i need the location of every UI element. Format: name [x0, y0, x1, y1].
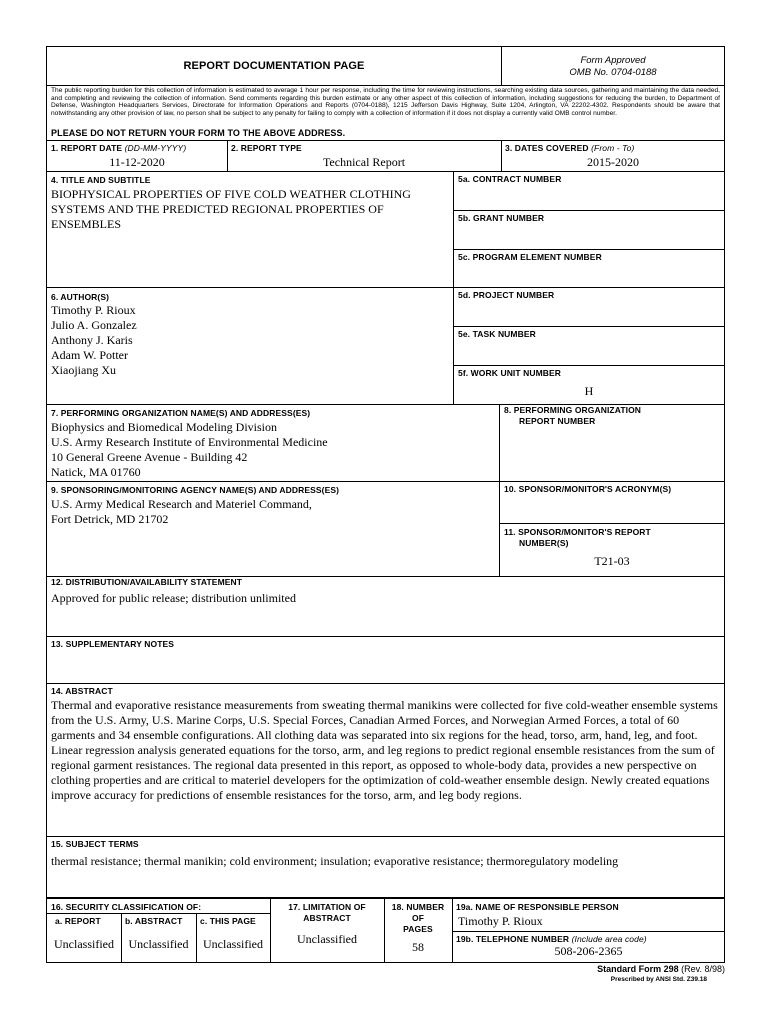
sec-abstract-label: b. ABSTRACT: [125, 916, 183, 926]
sec-page-value: Unclassified: [203, 937, 263, 951]
authors-label: 6. AUTHOR(S): [51, 292, 110, 302]
sec-page-label: c. THIS PAGE: [200, 916, 256, 926]
address-line: U.S. Army Medical Research and Materiel Command,: [51, 497, 312, 511]
form-revision: (Rev. 8/98): [681, 964, 725, 974]
responsible-person-label: 19a. NAME OF RESPONSIBLE PERSON: [456, 902, 619, 912]
work-unit-number: H: [584, 384, 594, 398]
responsible-person: Timothy P. Rioux: [458, 914, 543, 928]
author-name: Julio A. Gonzalez: [51, 318, 137, 332]
address-line: Natick, MA 01760: [51, 465, 141, 479]
supplementary-notes-label: 13. SUPPLEMENTARY NOTES: [51, 639, 175, 649]
report-title-line: BIOPHYSICAL PROPERTIES OF FIVE COLD WEATHER CLOTHING: [51, 187, 411, 201]
sponsor-acronym-label: 10. SPONSOR/MONITOR'S ACRONYM(S): [504, 484, 672, 494]
dates-covered: 2015-2020: [587, 155, 639, 169]
sec-abstract-value: Unclassified: [128, 937, 189, 951]
limitation-value: Unclassified: [297, 932, 357, 946]
abstract-text: Thermal and evaporative resistance measurements from sweating thermal manikins were collected for five cold-weather ensemble systems from the U.S. Army, U.S. Marine Corps, U.S. Special Forces, Canadian Armed Forces, and Norwegian Armed Forces, a total of 60 garments and 34 ensemble configurations. All clothing data was separated into six regions for the head, torso, arm, hand, leg, and foot. Linear regression analysis generated equations for the torso, arm, and leg regions to predict regional ensemble resistances from the sum of regional garment resistances. The regional data presented in this report, as opposed to whole-body data, provides a new perspective on clothing properties and are critical to materiel developers for the optimization of cold-weather ensemble design. Newly created equations improve accuracy for predictions of ensemble resistances for the torso, arm, and leg body regions.: [51, 698, 718, 802]
performing-report-number-label: 8. PERFORMING ORGANIZATION REPORT NUMBER: [504, 405, 642, 426]
title-label: 4. TITLE AND SUBTITLE: [51, 175, 151, 185]
sponsor-report-number-label: 11. SPONSOR/MONITOR'S REPORT NUMBER(S): [504, 527, 651, 548]
sponsoring-agency-label: 9. SPONSORING/MONITORING AGENCY NAME(S) AND ADDRESS(ES): [51, 485, 340, 495]
author-name: Adam W. Potter: [51, 348, 128, 362]
security-classification-label: 16. SECURITY CLASSIFICATION OF:: [51, 902, 202, 912]
omb-number: OMB No. 0704-0188: [569, 67, 657, 78]
report-date: 11-12-2020: [109, 155, 165, 169]
dates-covered-label: 3. DATES COVERED (From - To): [505, 143, 635, 153]
standard-form-footer: [560, 964, 725, 983]
author-name: Xiaojiang Xu: [51, 363, 116, 377]
report-title-line: SYSTEMS AND THE PREDICTED REGIONAL PROPERTIES OF: [51, 202, 384, 216]
address-line: 10 General Greene Avenue - Building 42: [51, 450, 248, 464]
grant-number-label: 5b. GRANT NUMBER: [458, 213, 545, 223]
report-documentation-form: [46, 46, 725, 898]
project-number-label: 5d. PROJECT NUMBER: [458, 290, 555, 300]
do-not-return-notice: PLEASE DO NOT RETURN YOUR FORM TO THE ABOVE ADDRESS.: [51, 128, 346, 138]
subject-terms-label: 15. SUBJECT TERMS: [51, 839, 139, 849]
form-approved-line: Form Approved: [580, 55, 646, 66]
address-line: U.S. Army Research Institute of Environmental Medicine: [51, 435, 328, 449]
performing-org-address: [51, 420, 328, 480]
program-element-label: 5c. PROGRAM ELEMENT NUMBER: [458, 252, 602, 262]
distribution-statement: Approved for public release; distribution unlimited: [51, 591, 296, 605]
task-number-label: 5e. TASK NUMBER: [458, 329, 536, 339]
distribution-label: 12. DISTRIBUTION/AVAILABILITY STATEMENT: [51, 577, 243, 587]
author-name: Anthony J. Karis: [51, 333, 133, 347]
author-name: Timothy P. Rioux: [51, 303, 136, 317]
subject-terms: thermal resistance; thermal manikin; cold environment; insulation; evaporative resistance; thermoregulatory modeling: [51, 854, 619, 868]
form-title: REPORT DOCUMENTATION PAGE: [183, 60, 365, 72]
sec-report-value: Unclassified: [54, 937, 114, 951]
report-type: Technical Report: [322, 155, 406, 169]
number-of-pages-label: 18. NUMBER OF PAGES: [391, 902, 445, 934]
report-title: [51, 187, 451, 232]
bottom-blocks: [46, 897, 725, 963]
report-date-label: 1. REPORT DATE (DD-MM-YYYY): [51, 143, 187, 153]
abstract-label: 14. ABSTRACT: [51, 686, 113, 696]
limitation-label: 17. LIMITATION OF ABSTRACT: [288, 902, 366, 923]
telephone-number: 508-206-2365: [554, 944, 623, 958]
report-type-label: 2. REPORT TYPE: [231, 143, 302, 153]
form-approved: [502, 55, 724, 79]
prescribed-by: Prescribed by ANSI Std. Z39.18: [610, 976, 707, 983]
authors-list: [51, 303, 137, 378]
contract-number-label: 5a. CONTRACT NUMBER: [458, 174, 562, 184]
work-unit-label: 5f. WORK UNIT NUMBER: [458, 368, 562, 378]
sponsoring-agency-address: [51, 497, 312, 527]
report-title-line: ENSEMBLES: [51, 217, 122, 231]
telephone-label: 19b. TELEPHONE NUMBER (Include area code): [456, 934, 647, 944]
number-of-pages: 58: [412, 940, 424, 954]
form-name: Standard Form 298: [597, 964, 679, 974]
sec-report-label: a. REPORT: [55, 916, 101, 926]
burden-notice: The public reporting burden for this collection of information is estimated to average 1 hour per response, including the time for reviewing instructions, searching existing data sources, gathering and maintaining the data needed, and completing and reviewing the collection of information. Send comments regarding this burden estimate or any other aspect of this collection of information, including suggestions for reducing the burden, to Department of Defense, Washington Headquarters Services, Directorate for Information Operations and Reports (0704-0188), 1215 Jefferson Davis Highway, Suite 1204, Arlington, VA 22202-4302. Respondents should be aware that notwithstanding any other provision of law, no person shall be subject to any penalty for failing to comply with a collection of information if it does not display a currently valid OMB control number.: [51, 87, 720, 117]
address-line: Fort Detrick, MD 21702: [51, 512, 169, 526]
sponsor-report-number: T21-03: [594, 554, 630, 568]
performing-org-label: 7. PERFORMING ORGANIZATION NAME(S) AND ADDRESS(ES): [51, 408, 311, 418]
address-line: Biophysics and Biomedical Modeling Division: [51, 420, 277, 434]
